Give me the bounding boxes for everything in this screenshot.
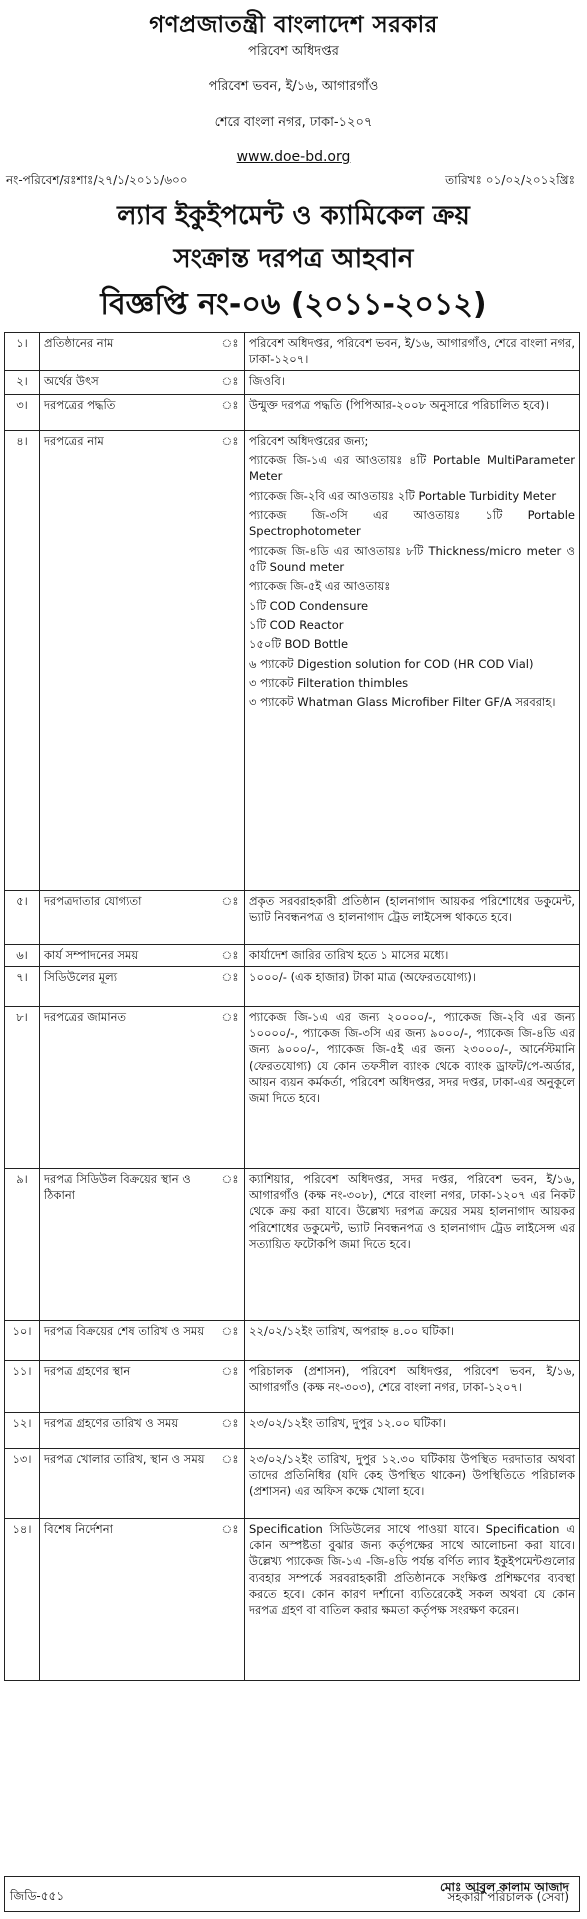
row-label: দরপত্র সিডিউল বিক্রয়ের স্থান ও ঠিকানা bbox=[40, 1168, 217, 1320]
row-value: Specification সিডিউলের সাথে পাওয়া যাবে। Specification এ কোন অস্পষ্টতা বুঝার জন্য কর্তৃপক্ষের সাথে আলোচনা করা যাবে। উল্লেখ্য প্যাকেজ জি-১এ -জি-৪ডি পর্যন্ত বর্ণিত ল্যাব ইকুইপমেন্টগুলোর ব্যবহার সম্পর্কে সরবরাহকারী প্রতিষ্ঠানকে সংক্ষিপ্ত প্রশিক্ষণের ব্যবস্থা করতে হবে। কোন কারণ দর্শানো ব্যতিরেকেই সকল অথবা যে কোন দরপত্র গ্রহণ বা বাতিল করার ক্ষমতা কর্তৃপক্ষ সংরক্ষণ করেন। bbox=[245, 1518, 580, 1680]
row-label: কার্য সম্পাদনের সময় bbox=[40, 944, 217, 966]
row-serial: ১০। bbox=[5, 1320, 40, 1360]
row-label: দরপত্র খোলার তারিখ, স্থান ও সময় bbox=[40, 1448, 217, 1518]
package-item: ১৫০টি BOD Bottle bbox=[249, 637, 349, 652]
row-serial: ১১। bbox=[5, 1360, 40, 1412]
row-serial: ১৩। bbox=[5, 1448, 40, 1518]
notice-code: জিডি-৫৫১ bbox=[10, 1889, 65, 1903]
table-row bbox=[5, 1448, 580, 1518]
notice-title-line-1: ল্যাব ইকুইপমেন্ট ও ক্যামিকেল ক্রয় bbox=[117, 201, 470, 231]
row-value: প্যাকেজ জি-১এ এর জন্য ২০০০০/-, প্যাকেজ জি-২বি এর জন্য ১০০০০/-, প্যাকেজ জি-৩সি এর জন্য ৯০০০/-, প্যাকেজ জি-৪ডি এর জন্য ৯০০০/-, প্যাকেজ জি-৫ই এর জন্য ২৩০০০/-, আর্নেস্টমানি (ফেরতযোগ্য) যে কোন তফসীল ব্যাংক থেকে ব্যাংক ড্রাফট/পে-অর্ডার, আয়ন ব্যয়ন কর্মকর্তা, পরিবেশ অধিদপ্তর, সদর দপ্তর, ঢাকা-এর অনুকূলে জমা দিতে হবে। bbox=[245, 1006, 580, 1168]
table-row bbox=[5, 966, 580, 1006]
address-line-2: শেরে বাংলা নগর, ঢাকা-১২০৭ bbox=[214, 115, 373, 130]
row-label: সিডিউলের মূল্য bbox=[40, 966, 217, 1006]
row-serial: ৬। bbox=[5, 944, 40, 966]
row-value: ১০০০/- (এক হাজার) টাকা মাত্র (অফেরতযোগ্য)। bbox=[245, 966, 580, 1006]
signatory-designation: সহকারী পরিচালক (সেবা) bbox=[447, 1890, 569, 1904]
notice-number: বিজ্ঞপ্তি নং-০৬ (২০১১-২০১২) bbox=[100, 287, 487, 322]
tender-details-table bbox=[4, 332, 580, 1681]
row-value bbox=[245, 430, 580, 890]
row-label: দরপত্রের জামানত bbox=[40, 1006, 217, 1168]
table-row bbox=[5, 1412, 580, 1448]
package-item: প্যাকেজ জি-৪ডি এর আওতায়ঃ ৮টি Thickness/micro meter ও ৫টি Sound meter bbox=[249, 543, 575, 574]
table-row bbox=[5, 394, 580, 430]
table-row bbox=[5, 1360, 580, 1412]
row-serial: ৭। bbox=[5, 966, 40, 1006]
row-separator: ঃ bbox=[216, 430, 245, 890]
package-item: প্যাকেজ জি-৩সি এর আওতায়ঃ ১টি Portable Spectrophotometer bbox=[249, 507, 575, 539]
row-separator: ঃ bbox=[216, 1168, 245, 1320]
package-item: ১টি COD Condensure bbox=[249, 598, 369, 613]
row-value: ক্যাশিয়ার, পরিবেশ অধিদপ্তর, সদর দপ্তর, পরিবেশ ভবন, ই/১৬, আগারগাঁও (কক্ষ নং-৩০৮), শেরে বাংলা নগর, ঢাকা-১২০৭ এর নিকট থেকে ক্রয় করা যাবে। উল্লেখ্য দরপত্র ক্রয়ের সময় হালনাগাদ আয়কর পরিশোধের ডকুমেন্ট, ভ্যাট নিবন্ধনপত্র ও হালনাগাদ ট্রেড লাইসেন্স এর সত্যায়িত ফটোকপি জমা দিতে হবে। bbox=[245, 1168, 580, 1320]
row-value: পরিচালক (প্রশাসন), পরিবেশ অধিদপ্তর, পরিবেশ ভবন, ই/১৬, আগারগাঁও (কক্ষ নং-৩০৩), শেরে বাংলা নগর, ঢাকা-১২০৭। bbox=[245, 1360, 580, 1412]
notice-title-line-2: সংক্রান্ত দরপত্র আহবান bbox=[173, 244, 414, 274]
row-value: প্রকৃত সরবরাহকারী প্রতিষ্ঠান (হালনাগাদ আয়কর পরিশোধের ডকুমেন্ট, ভ্যাট নিবন্ধনপত্র ও হালনাগাদ ট্রেড লাইসেন্স থাকতে হবে। bbox=[245, 890, 580, 944]
package-item: ৬ প্যাকেট Digestion solution for COD (HR COD Vial) bbox=[249, 656, 534, 671]
table-row bbox=[5, 1168, 580, 1320]
row-label: দরপত্র গ্রহণের স্থান bbox=[40, 1360, 217, 1412]
table-row bbox=[5, 1006, 580, 1168]
notice-date: তারিখঃ ০১/০২/২০১২খ্রিঃ bbox=[445, 173, 575, 187]
row-separator: ঃ bbox=[216, 1360, 245, 1412]
row-label: দরপত্র গ্রহণের তারিখ ও সময় bbox=[40, 1412, 217, 1448]
package-item: প্যাকেজ জি-৫ই এর আওতায়ঃ bbox=[249, 579, 391, 594]
row-serial: ৫। bbox=[5, 890, 40, 944]
row-value: জিওবি। bbox=[245, 370, 580, 394]
table-row bbox=[5, 1320, 580, 1360]
row-label: দরপত্রদাতার যোগ্যতা bbox=[40, 890, 217, 944]
table-row bbox=[5, 430, 580, 890]
row-separator: ঃ bbox=[216, 1412, 245, 1448]
memo-number: নং-পরিবেশ/রঃশাঃ/২৭/১/২০১১/৬০০ bbox=[6, 173, 188, 187]
signature-divider bbox=[375, 1876, 580, 1877]
government-title: গণপ্রজাতন্ত্রী বাংলাদেশ সরকার bbox=[149, 12, 438, 38]
table-row bbox=[5, 944, 580, 966]
row-serial: ১। bbox=[5, 333, 40, 371]
row-value: পরিবেশ অধিদপ্তর, পরিবেশ ভবন, ই/১৬, আগারগাঁও, শেরে বাংলা নগর, ঢাকা-১২০৭। bbox=[245, 333, 580, 371]
row-separator: ঃ bbox=[216, 966, 245, 1006]
signatory-name: মোঃ আবুল কালাম আজাদ bbox=[439, 1880, 569, 1894]
row-label: প্রতিষ্ঠানের নাম bbox=[40, 333, 217, 371]
row-separator: ঃ bbox=[216, 890, 245, 944]
row-serial: ১২। bbox=[5, 1412, 40, 1448]
row-value: উন্মুক্ত দরপত্র পদ্ধতি (পিপিআর-২০০৮ অনুসারে পরিচালিত হবে)। bbox=[245, 394, 580, 430]
department-name: পরিবেশ অধিদপ্তর bbox=[248, 44, 339, 59]
row-separator: ঃ bbox=[216, 1006, 245, 1168]
row-serial: ৮। bbox=[5, 1006, 40, 1168]
package-item: প্যাকেজ জি-১এ এর আওতায়ঃ ৪টি Portable MultiParameter Meter bbox=[249, 452, 575, 484]
table-row bbox=[5, 1518, 580, 1680]
table-row bbox=[5, 333, 580, 371]
row-label: দরপত্র বিক্রয়ের শেষ তারিখ ও সময় bbox=[40, 1320, 217, 1360]
package-item: প্যাকেজ জি-২বি এর আওতায়ঃ ২টি Portable Turbidity Meter bbox=[249, 488, 557, 503]
package-item: ৩ প্যাকেট Filteration thimbles bbox=[249, 675, 409, 690]
row-separator: ঃ bbox=[216, 1518, 245, 1680]
row-serial: ৯। bbox=[5, 1168, 40, 1320]
table-row bbox=[5, 370, 580, 394]
table-row bbox=[5, 890, 580, 944]
row-separator: ঃ bbox=[216, 370, 245, 394]
row-serial: ৩। bbox=[5, 394, 40, 430]
row-value: কার্যাদেশ জারির তারিখ হতে ১ মাসের মধ্যে। bbox=[245, 944, 580, 966]
row-value: ২২/০২/১২ইং তারিখ, অপরাহ্ন ৪.০০ ঘটিকা। bbox=[245, 1320, 580, 1360]
row-value: ২৩/০২/১২ইং তারিখ, দুপুর ১২.০০ ঘটিকা। bbox=[245, 1412, 580, 1448]
row-serial: ১৪। bbox=[5, 1518, 40, 1680]
row-separator: ঃ bbox=[216, 333, 245, 371]
row-label: দরপত্রের নাম bbox=[40, 430, 217, 890]
row-separator: ঃ bbox=[216, 394, 245, 430]
package-intro: পরিবেশ অধিদপ্তরের জন্য; bbox=[249, 433, 369, 448]
package-item: ১টি COD Reactor bbox=[249, 617, 344, 632]
row-label: দরপত্রের পদ্ধতি bbox=[40, 394, 217, 430]
row-separator: ঃ bbox=[216, 944, 245, 966]
website-link[interactable]: www.doe-bd.org bbox=[236, 149, 351, 165]
footer bbox=[4, 1876, 580, 1912]
row-label: অর্থের উৎস bbox=[40, 370, 217, 394]
row-serial: ২। bbox=[5, 370, 40, 394]
package-item: ৩ প্যাকেট Whatman Glass Microfiber Filter GF/A সরবরাহ। bbox=[249, 695, 556, 710]
row-label: বিশেষ নির্দেশনা bbox=[40, 1518, 217, 1680]
address-line-1: পরিবেশ ভবন, ই/১৬, আগারগাঁও bbox=[208, 79, 379, 94]
row-separator: ঃ bbox=[216, 1320, 245, 1360]
row-serial: ৪। bbox=[5, 430, 40, 890]
row-separator: ঃ bbox=[216, 1448, 245, 1518]
row-value: ২৩/০২/১২ইং তারিখ, দুপুর ১২.৩০ ঘটিকায় উপস্থিত দরদাতার অথবা তাদের প্রতিনিধির (যদি কেহ উপস্থিত থাকেন) উপস্থিতিতে পরিচালক (প্রশাসন) এর অফিস কক্ষে খোলা হবে। bbox=[245, 1448, 580, 1518]
